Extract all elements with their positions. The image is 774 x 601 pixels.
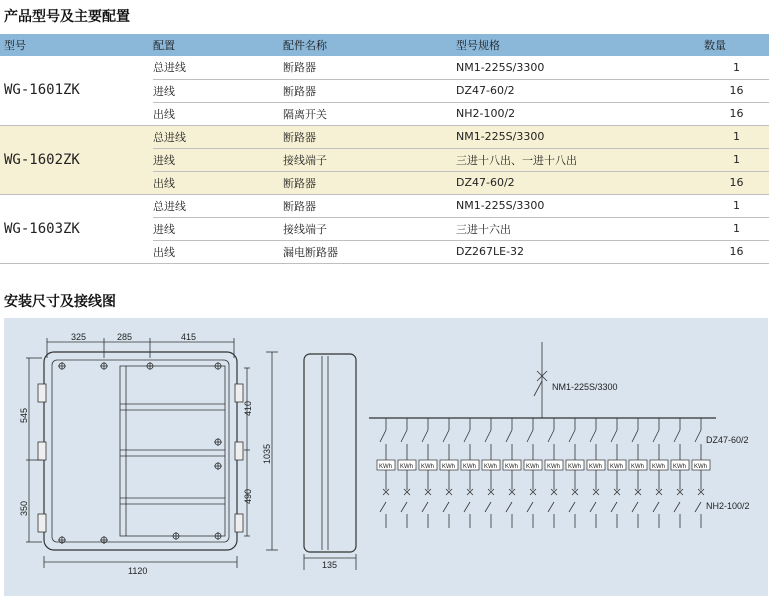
kwh-meter-label: KWh xyxy=(568,464,582,470)
kwh-meter-label: KWh xyxy=(442,464,456,470)
isolator-switch xyxy=(548,502,554,512)
branch-breaker-switch xyxy=(527,430,533,442)
dim-right-total: 1035 xyxy=(262,443,272,464)
dim-top-1: 325 xyxy=(71,332,87,342)
spec-cell: DZ47-60/2 xyxy=(456,79,704,102)
qty-cell: 1 xyxy=(704,217,769,240)
isolator-label: NH2-100/2 xyxy=(706,501,750,511)
isolator-switch xyxy=(464,502,470,512)
isolator-switch xyxy=(527,502,533,512)
front-view xyxy=(19,332,278,576)
isolator-switch xyxy=(506,502,512,512)
qty-cell: 1 xyxy=(704,148,769,171)
isolator-switch xyxy=(653,502,659,512)
isolator-switch xyxy=(695,502,701,512)
branch-breaker-switch xyxy=(569,430,575,442)
part-cell: 断路器 xyxy=(283,125,456,148)
qty-cell: 1 xyxy=(704,125,769,148)
spec-cell: NM1-225S/3300 xyxy=(456,125,704,148)
dim-left-1: 545 xyxy=(19,407,29,423)
drawing-panel xyxy=(4,318,768,596)
drawing-svg xyxy=(4,318,768,596)
kwh-meter-label: KWh xyxy=(526,464,540,470)
qty-cell: 16 xyxy=(704,240,769,263)
qty-cell: 16 xyxy=(704,79,769,102)
header-config: 配置 xyxy=(153,39,175,52)
isolator-switch xyxy=(380,502,386,512)
config-cell: 出线 xyxy=(153,171,283,194)
kwh-meter-label: KWh xyxy=(673,464,687,470)
part-cell: 接线端子 xyxy=(283,217,456,240)
branch-breaker-switch xyxy=(611,430,617,442)
branch-breaker-switch xyxy=(674,430,680,442)
branch-breaker-switch xyxy=(485,430,491,442)
branch-breaker-label: DZ47-60/2 xyxy=(706,435,749,445)
model-cell: WG-1603ZK xyxy=(0,194,153,263)
section-title-config: 产品型号及主要配置 xyxy=(4,9,130,25)
branch-breaker-switch xyxy=(443,430,449,442)
dim-bottom: 1120 xyxy=(128,566,148,576)
kwh-meter-label: KWh xyxy=(610,464,624,470)
part-cell: 隔离开关 xyxy=(283,102,456,125)
config-cell: 总进线 xyxy=(153,125,283,148)
part-cell: 漏电断路器 xyxy=(283,240,456,263)
table-row xyxy=(0,56,769,79)
isolator-switch xyxy=(590,502,596,512)
kwh-meter-label: KWh xyxy=(505,464,519,470)
spec-cell: NM1-225S/3300 xyxy=(456,194,704,217)
header-qty: 数量 xyxy=(704,39,726,52)
kwh-meter-label: KWh xyxy=(631,464,645,470)
part-cell: 断路器 xyxy=(283,194,456,217)
isolator-switch xyxy=(401,502,407,512)
kwh-meter-label: KWh xyxy=(421,464,435,470)
qty-cell: 1 xyxy=(704,194,769,217)
branch-breaker-switch xyxy=(632,430,638,442)
isolator-switch xyxy=(422,502,428,512)
wiring-diagram xyxy=(369,342,750,528)
branch-breaker-switch xyxy=(401,430,407,442)
dim-top-3: 415 xyxy=(181,332,197,342)
kwh-meter-label: KWh xyxy=(484,464,498,470)
part-cell: 断路器 xyxy=(283,56,456,79)
dim-top-2: 285 xyxy=(117,332,133,342)
dim-right-2: 490 xyxy=(243,488,253,504)
kwh-meter-label: KWh xyxy=(463,464,477,470)
config-cell: 出线 xyxy=(153,102,283,125)
qty-cell: 1 xyxy=(704,56,769,79)
config-cell: 总进线 xyxy=(153,56,283,79)
isolator-switch xyxy=(611,502,617,512)
isolator-switch xyxy=(443,502,449,512)
model-cell: WG-1601ZK xyxy=(0,56,153,125)
branch-breaker-switch xyxy=(380,430,386,442)
header-spec: 型号规格 xyxy=(456,39,500,52)
header-model: 型号 xyxy=(4,39,26,52)
kwh-meter-label: KWh xyxy=(589,464,603,470)
kwh-meter-label: KWh xyxy=(652,464,666,470)
part-cell: 断路器 xyxy=(283,79,456,102)
table-header-row xyxy=(0,34,769,56)
side-view xyxy=(304,354,356,570)
branch-breaker-switch xyxy=(422,430,428,442)
config-cell: 进线 xyxy=(153,79,283,102)
branch-breaker-switch xyxy=(464,430,470,442)
dim-right-1: 410 xyxy=(243,400,253,416)
branch-breaker-switch xyxy=(695,430,701,442)
spec-cell: DZ47-60/2 xyxy=(456,171,704,194)
isolator-switch xyxy=(569,502,575,512)
spec-cell: 三进十六出 xyxy=(456,217,704,240)
spec-cell: NM1-225S/3300 xyxy=(456,56,704,79)
isolator-switch xyxy=(632,502,638,512)
part-cell: 断路器 xyxy=(283,171,456,194)
model-cell: WG-1602ZK xyxy=(0,125,153,194)
spec-cell: DZ267LE-32 xyxy=(456,240,704,263)
branch-breaker-switch xyxy=(653,430,659,442)
isolator-switch xyxy=(674,502,680,512)
table-row xyxy=(0,194,769,217)
config-cell: 进线 xyxy=(153,217,283,240)
main-breaker-label: NM1-225S/3300 xyxy=(552,382,618,392)
kwh-meter-label: KWh xyxy=(379,464,393,470)
branch-breaker-switch xyxy=(590,430,596,442)
header-part: 配件名称 xyxy=(283,39,327,52)
config-cell: 总进线 xyxy=(153,194,283,217)
spec-cell: 三进十八出、一进十八出 xyxy=(456,148,704,171)
isolator-switch xyxy=(485,502,491,512)
dim-side-depth: 135 xyxy=(322,560,338,570)
qty-cell: 16 xyxy=(704,102,769,125)
kwh-meter-label: KWh xyxy=(694,464,708,470)
branch-breaker-switch xyxy=(548,430,554,442)
kwh-meter-label: KWh xyxy=(400,464,414,470)
config-table xyxy=(0,34,769,264)
config-cell: 进线 xyxy=(153,148,283,171)
section-title-drawing: 安装尺寸及接线图 xyxy=(4,294,116,310)
qty-cell: 16 xyxy=(704,171,769,194)
kwh-meter-label: KWh xyxy=(547,464,561,470)
branch-breaker-switch xyxy=(506,430,512,442)
table-row xyxy=(0,125,769,148)
spec-cell: NH2-100/2 xyxy=(456,102,704,125)
dim-left-2: 350 xyxy=(19,500,29,516)
branch-circuits xyxy=(377,418,710,528)
part-cell: 接线端子 xyxy=(283,148,456,171)
config-cell: 出线 xyxy=(153,240,283,263)
